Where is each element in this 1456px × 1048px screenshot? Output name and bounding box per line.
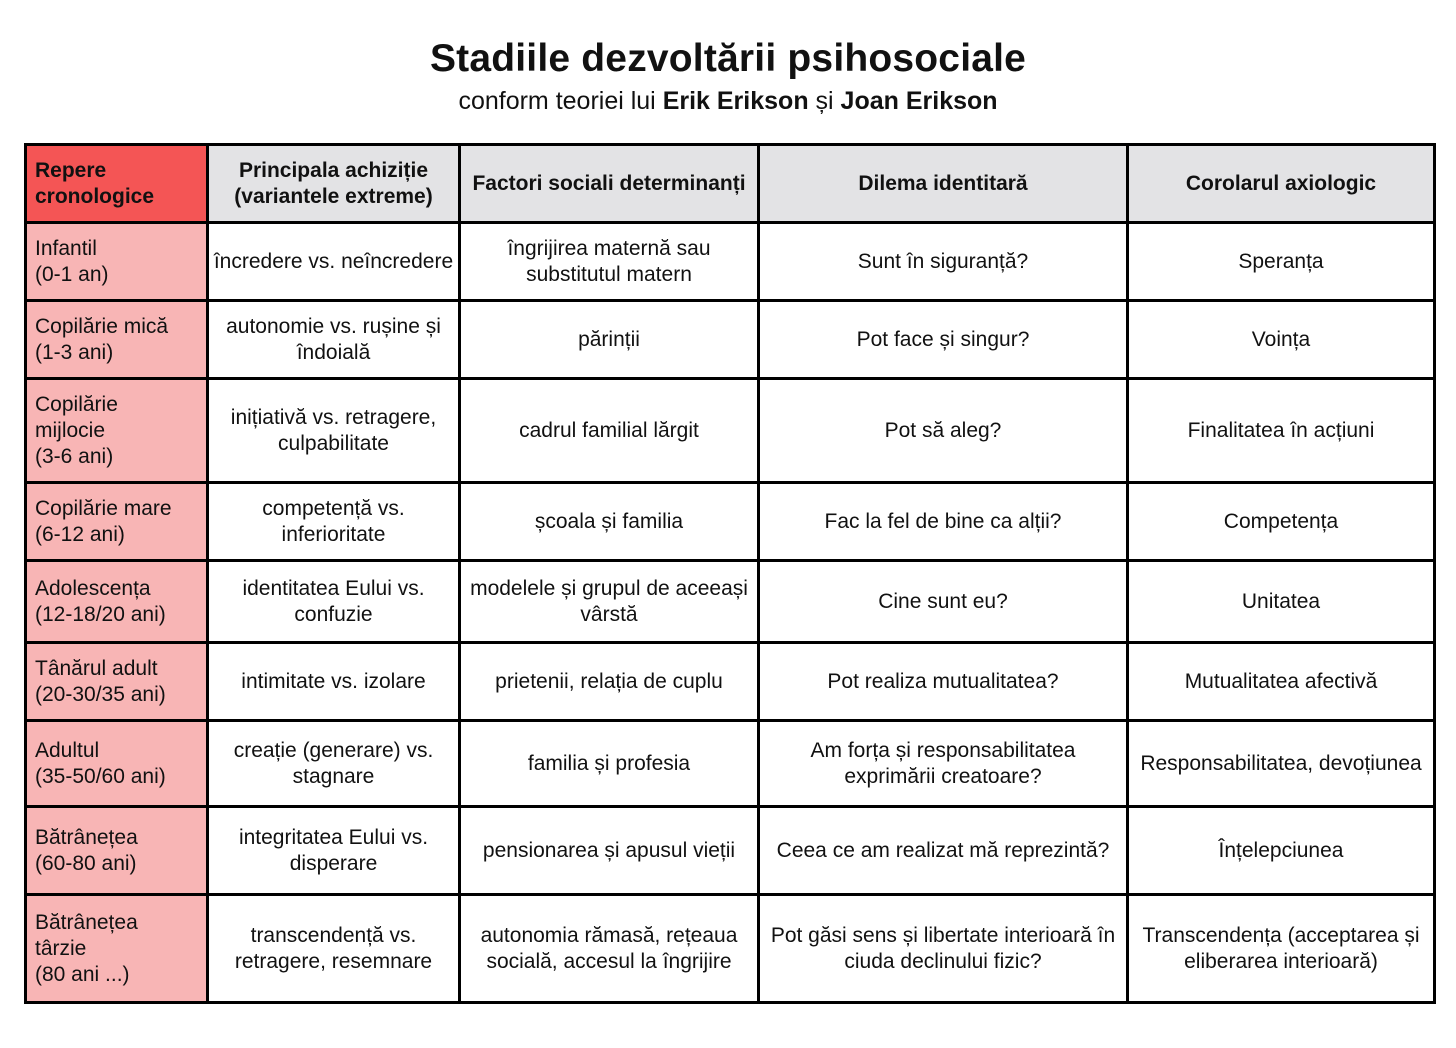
table-row [26,223,1435,301]
value-cell: Înțelepciunea [1128,807,1435,895]
age-line: Copilărie [35,392,118,416]
age-line: (3-6 ani) [35,444,114,468]
column-header-value: Corolarul axiologic [1128,145,1435,223]
acquisition-cell: intimitate vs. izolare [208,643,460,721]
table-row [26,721,1435,807]
table-row [26,561,1435,643]
acquisition-cell: inițiativă vs. retragere, culpabilitate [208,379,460,483]
age-line: (20-30/35 ani) [35,682,166,706]
acquisition-cell: integritatea Eului vs. disperare [208,807,460,895]
age-line: (1-3 ani) [35,340,114,364]
age-line: Tânărul adult [35,656,158,680]
value-cell: Unitatea [1128,561,1435,643]
subtitle-prefix: conform teoriei lui [458,87,663,115]
age-line: târzie [35,936,87,960]
age-line: Adolescența [35,576,151,600]
column-header-age: Repere cronologice [26,145,208,223]
factors-cell: cadrul familial lărgit [460,379,759,483]
column-header-factors: Factori sociali determinanți [460,145,759,223]
acquisition-cell: creație (generare) vs. stagnare [208,721,460,807]
age-cell [26,223,208,301]
age-line: (12-18/20 ani) [35,602,166,626]
page-subtitle [0,85,1456,117]
age-line: Bătrânețea [35,910,138,934]
age-cell [26,895,208,1003]
factors-cell: părinții [460,301,759,379]
page-title: Stadiile dezvoltării psihosociale [429,37,1027,80]
dilemma-cell: Am forța și responsabilitatea exprimării creatoare? [759,721,1128,807]
table-row [26,301,1435,379]
value-cell: Voința [1128,301,1435,379]
age-line: Bătrânețea [35,825,138,849]
table-row [26,483,1435,561]
age-cell [26,561,208,643]
age-line: (80 ani ...) [35,962,130,986]
age-cell [26,301,208,379]
age-cell [26,807,208,895]
age-cell [26,483,208,561]
column-header-acquisition: Principala achiziție (variantele extreme) [208,145,460,223]
table-header [26,145,1435,223]
factors-cell: școala și familia [460,483,759,561]
dilemma-cell: Pot găsi sens și libertate interioară în ciuda declinului fizic? [759,895,1128,1003]
age-line: (6-12 ani) [35,522,125,546]
stages-table [24,143,1436,1004]
age-line: (60-80 ani) [35,851,137,875]
acquisition-cell: identitatea Eului vs. confuzie [208,561,460,643]
dilemma-cell: Sunt în siguranță? [759,223,1128,301]
age-line: Infantil [35,236,97,260]
value-cell: Finalitatea în acțiuni [1128,379,1435,483]
factors-cell: îngrijirea maternă sau substitutul matern [460,223,759,301]
table-body [26,223,1435,1003]
column-header-dilemma: Dilema identitară [759,145,1128,223]
table-row [26,807,1435,895]
factors-cell: familia și profesia [460,721,759,807]
age-cell [26,643,208,721]
value-cell: Responsabilitatea, devoțiunea [1128,721,1435,807]
acquisition-cell: încredere vs. neîncredere [208,223,460,301]
dilemma-cell: Pot realiza mutualitatea? [759,643,1128,721]
dilemma-cell: Pot face și singur? [759,301,1128,379]
value-cell: Mutualitatea afectivă [1128,643,1435,721]
table-row [26,643,1435,721]
acquisition-cell: transcendență vs. retragere, resemnare [208,895,460,1003]
value-cell: Speranța [1128,223,1435,301]
table-row [26,895,1435,1003]
acquisition-cell: autonomie vs. rușine și îndoială [208,301,460,379]
factors-cell: modelele și grupul de aceeași vârstă [460,561,759,643]
age-line: mijlocie [35,418,106,442]
age-cell [26,721,208,807]
subtitle-author-joan: Joan Erikson [840,87,998,115]
value-cell: Competența [1128,483,1435,561]
age-line: Copilărie mică [35,314,169,338]
factors-cell: prietenii, relația de cuplu [460,643,759,721]
factors-cell: pensionarea și apusul vieții [460,807,759,895]
header-row [26,145,1435,223]
dilemma-cell: Pot să aleg? [759,379,1128,483]
factors-cell: autonomia rămasă, rețeaua socială, accesul la îngrijire [460,895,759,1003]
age-line: Copilărie mare [35,496,172,520]
table-row [26,379,1435,483]
subtitle-conjunction: și [808,87,841,115]
acquisition-cell: competență vs. inferioritate [208,483,460,561]
dilemma-cell: Fac la fel de bine ca alții? [759,483,1128,561]
subtitle-author-erik: Erik Erikson [662,87,809,115]
title-block [0,36,1456,117]
age-line: Adultul [35,738,100,762]
age-line: (0-1 an) [35,262,109,286]
age-line: (35-50/60 ani) [35,764,166,788]
value-cell: Transcendența (acceptarea și eliberarea interioară) [1128,895,1435,1003]
dilemma-cell: Cine sunt eu? [759,561,1128,643]
age-cell [26,379,208,483]
dilemma-cell: Ceea ce am realizat mă reprezintă? [759,807,1128,895]
